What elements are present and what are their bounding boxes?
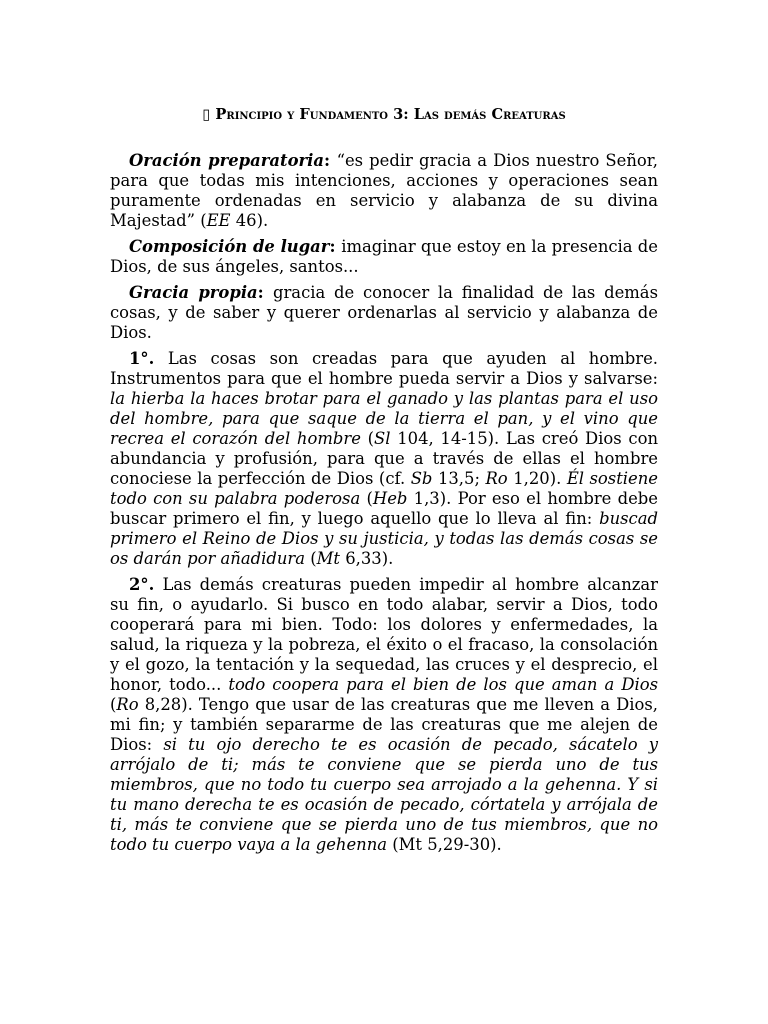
paragraph-gracia-propia [110,283,658,343]
text-run-it: Ro [485,469,508,488]
text-run: 1,20). [507,469,567,488]
text-run-it: Él sostiene todo con su palabra poderosa [110,469,659,508]
paragraph-composicion-de-lugar [110,237,658,277]
document-page [110,106,658,861]
text-run-it: Sl [374,429,391,448]
text-run: ( [360,489,373,508]
text-run-lead: : [257,283,273,302]
text-run-it: Ro [116,695,139,714]
paragraph-oracion-preparatoria [110,151,658,231]
text-run-lead: 1°. [129,349,155,368]
text-run: 13,5; [432,469,486,488]
text-run-it: Mt [316,549,341,568]
text-run: ( [360,429,375,448]
text-run: imaginar que estoy en la presencia de Dios, de sus ángeles, santos... [110,237,658,276]
document-title: ▯ Principio y Fundamento 3: Las demás Creaturas [202,106,566,123]
text-run: ( [305,549,317,568]
text-run-lead-i: Gracia propia [129,283,258,302]
text-run: “es pedir gracia a Dios nuestro Señor, para que todas mis intenciones, acciones y operaciones sean puramente ordenadas en servicio y alabanza de su divina Majestad” ( [110,151,658,230]
text-run: 104, 14-15). Las creó Dios con abundancia y profusión, para que a través de ellas el hombre conociese la perfección de Dios (cf. [110,429,659,488]
text-run: 8,28). Tengo que usar de las creaturas que me lleven a Dios, mi fin; y también separarme de las creaturas que me alejen de Dios: [110,695,658,754]
text-run: Las cosas son creadas para que ayuden al hombre. Instrumentos para que el hombre pueda servir a Dios y salvarse: [110,349,658,388]
text-run: 46). [230,211,269,230]
text-run-lead-i: Composición de lugar [129,237,330,256]
text-run: gracia de conocer la finalidad de las demás cosas, y de saber y querer ordenarlas al servicio y alabanza de Dios. [110,283,658,342]
text-run-it: Heb [372,489,408,508]
text-run-lead: : [323,151,337,170]
text-run-it: si tu ojo derecho te es ocasión de pecado, sácatelo y arrójalo de ti; más te conviene que se pierda uno de tus miembros, que no todo tu cuerpo sea arrojado a la gehenna. Y si tu mano derecha te es ocasión de pecado, córtatela y arrójala de ti, más te conviene que se pierda uno de tus miembros, que no todo tu cuerpo vaya a la gehenna [110,735,658,854]
text-run-lead: : [329,237,342,256]
text-run: (Mt 5,29-30). [387,835,502,854]
text-run-it: la hierba la haces brotar para el ganado y las plantas para el uso del hombre, para que saque de la tierra el pan, y el vino que recrea el corazón del hombre [110,389,658,448]
text-run-it: buscad primero el Reino de Dios y su justicia, y todas las demás cosas se os darán por añadidura [110,509,658,568]
text-run-lead: 2°. [129,575,155,594]
paragraph-punto-2 [110,575,658,855]
text-run-it: Sb [410,469,433,488]
text-run-it: todo coopera para el bien de los que aman a Dios [228,675,659,694]
text-run-lead-i: Oración preparatoria [129,151,324,170]
text-run: Las demás creaturas pueden impedir al hombre alcanzar su fin, o ayudarlo. Si busco en todo alabar, servir a Dios, todo cooperará para mi bien. Todo: los dolores y enfermedades, la salud, la riqueza y la pobreza, el éxito o el fracaso, la consolación y el gozo, la tentación y la sequedad, las cruces y el desprecio, el honor, todo... [110,575,658,694]
text-run: 6,33). [340,549,394,568]
text-run-it: EE [206,211,231,230]
text-run: 1,3). Por eso el hombre debe buscar primero el fin, y luego aquello que lo lleva al fin: [110,489,658,528]
text-run: ( [110,695,117,714]
paragraph-punto-1 [110,349,658,569]
